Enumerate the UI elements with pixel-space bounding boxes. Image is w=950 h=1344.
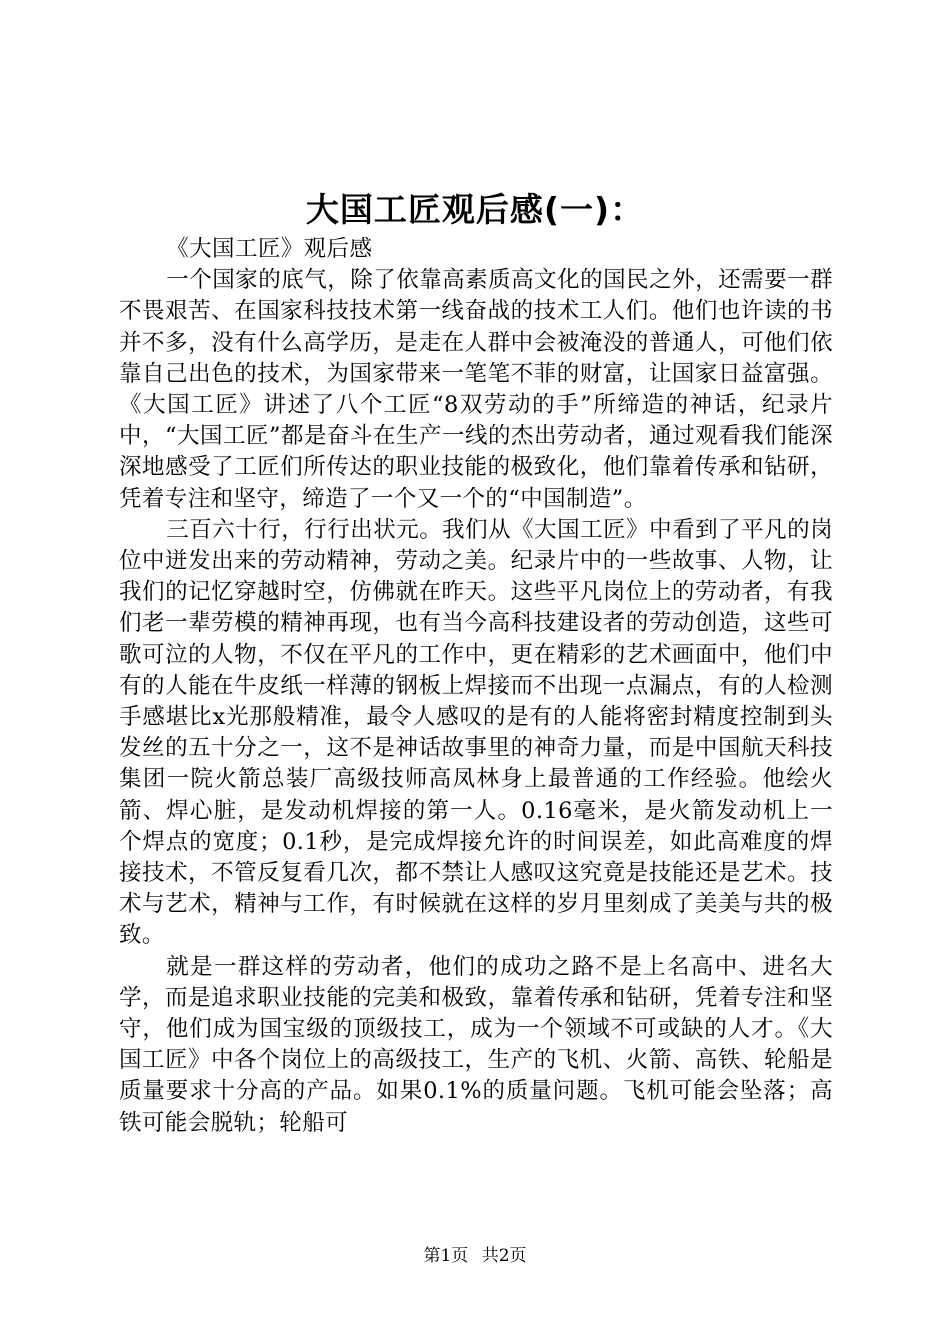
paragraph: 三百六十行，行行出状元。我们从《大国工匠》中看到了平凡的岗位中迸发出来的劳动精神，劳动之美。纪录片中的一些故事、人物，让我们的记忆穿越时空，仿佛就在昨天。这些平凡岗位上的劳动者，有我们老一辈劳模的精神再现，也有当今高科技建设者的劳动创造，这些可歌可泣的人物，不仅在平凡的工作中，更在精彩的艺术画面中，他们中有的人能在牛皮纸一样薄的钢板上焊接而不出现一点漏点，有的人检测手感堪比x光那般精准，最令人感叹的是有的人能将密封精度控制到头发丝的五十分之一，这不是神话故事里的神奇力量，而是中国航天科技集团一院火箭总装厂高级技师高凤林身上最普通的工作经验。他绘火箭、焊心脏，是发动机焊接的第一人。0.16毫米，是火箭发动机上一个焊点的宽度；0.1秒，是完成焊接允许的时间误差，如此高难度的焊接技术，不管反复看几次，都不禁让人感叹这究竟是技能还是艺术。技术与艺术，精神与工作，有时候就在这样的岁月里刻成了美美与共的极致。 xyxy=(119,516,833,949)
page-footer xyxy=(0,1244,950,1268)
document-title: 大国工匠观后感(一)： xyxy=(305,190,645,229)
document-body xyxy=(119,234,833,1139)
paragraph: 就是一群这样的劳动者，他们的成功之路不是上名高中、进名大学，而是追求职业技能的完美和极致，靠着传承和钻研，凭着专注和坚守，他们成为国宝级的顶级技工，成为一个领域不可或缺的人才。《大国工匠》中各个岗位上的高级技工，生产的飞机、火箭、高铁、轮船是质量要求十分高的产品。如果0.1%的质量问题。飞机可能会坠落；高铁可能会脱轨；轮船可 xyxy=(119,953,833,1136)
paragraph: 一个国家的底气，除了依靠高素质高文化的国民之外，还需要一群不畏艰苦、在国家科技技术第一线奋战的技术工人们。他们也许读的书并不多，没有什么高学历，是走在人群中会被淹没的普通人，可他们依靠自己出色的技术，为国家带来一笔笔不菲的财富，让国家日益富强。《大国工匠》讲述了八个工匠“8双劳动的手”所缔造的神话，纪录片中，“大国工匠”都是奋斗在生产一线的杰出劳动者，通过观看我们能深深地感受了工匠们所传达的职业技能的极致化，他们靠着传承和钻研，凭着专注和坚守，缔造了一个又一个的“中国制造”。 xyxy=(119,267,833,512)
paragraph-subtitle: 《大国工匠》观后感 xyxy=(166,236,373,262)
page-total: 共2页 xyxy=(481,1246,527,1266)
page-number: 第1页 xyxy=(423,1246,469,1266)
